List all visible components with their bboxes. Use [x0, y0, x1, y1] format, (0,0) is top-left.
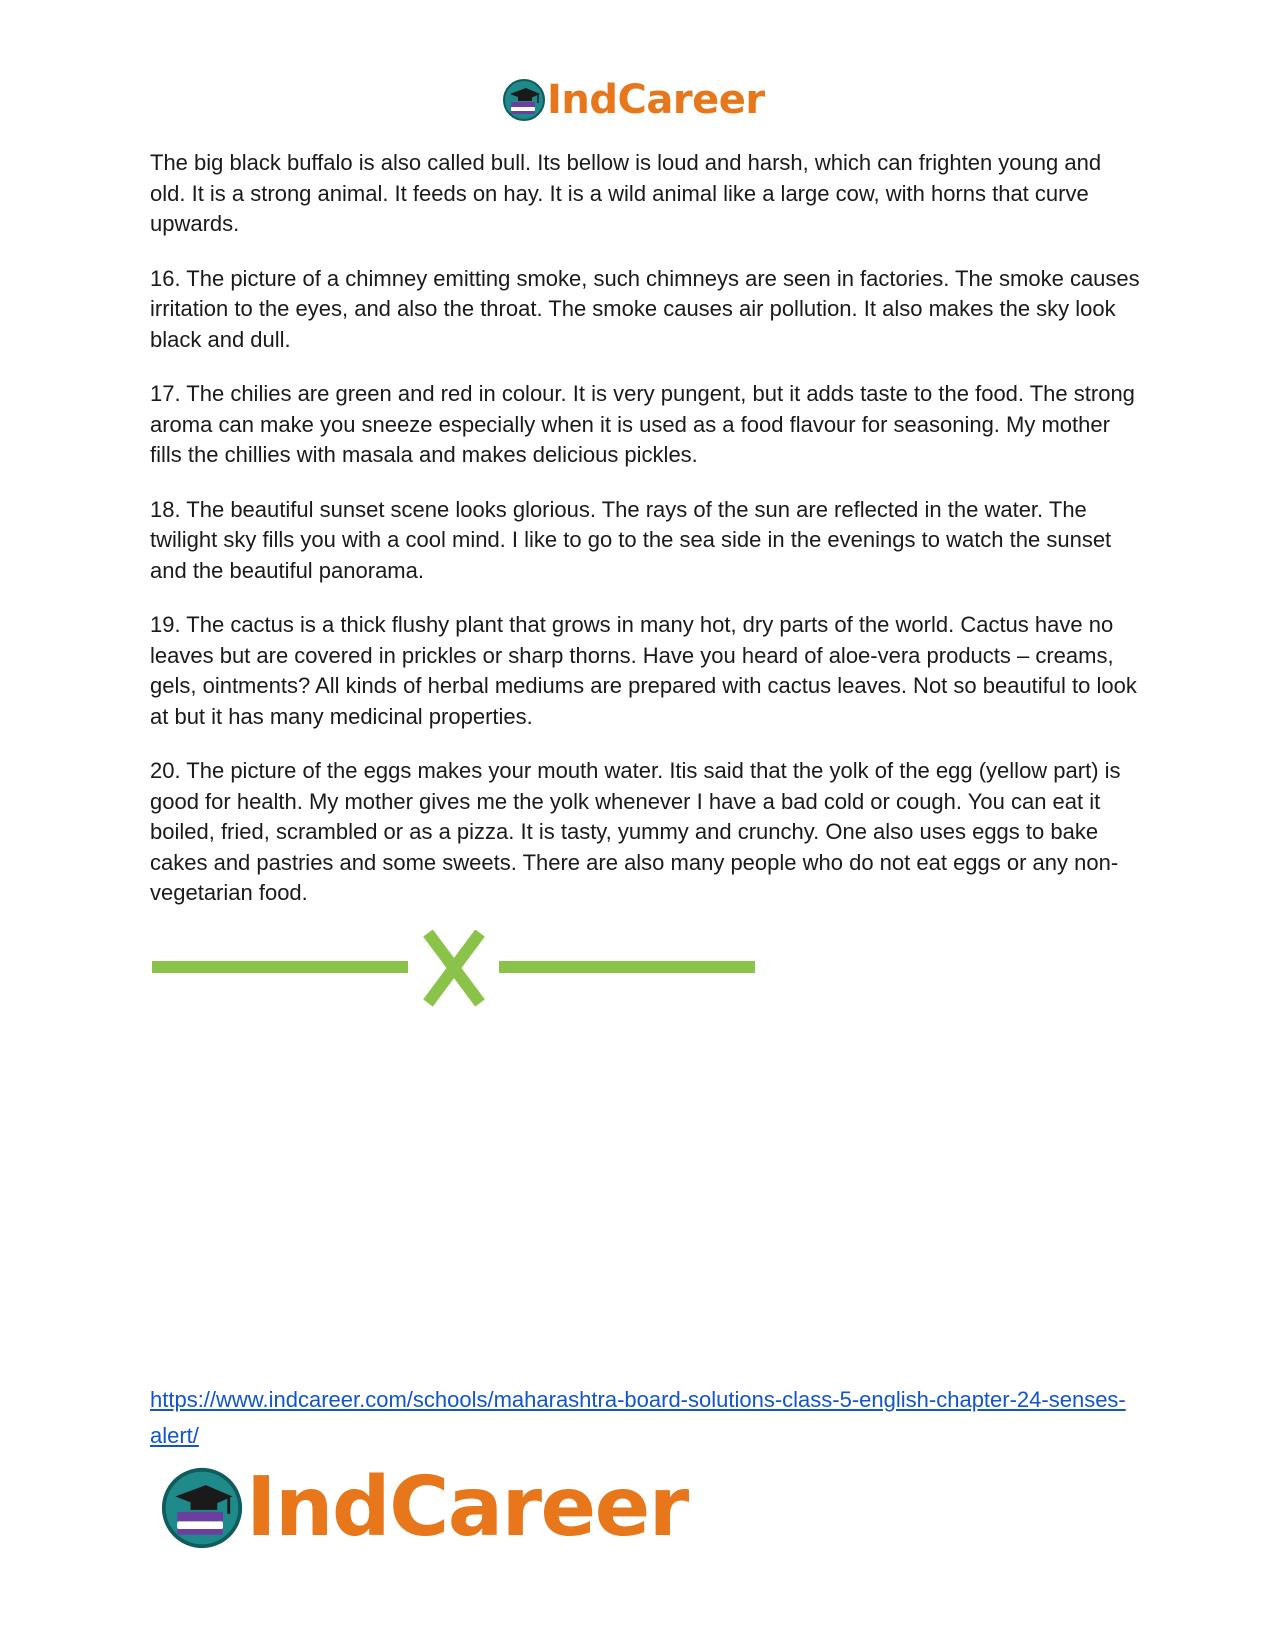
header-logo — [502, 78, 765, 122]
paragraph-16-chimney: 16. The picture of a chimney emitting smoke, such chimneys are seen in factories. The smoke causes irritation to the eyes, and also the throat. The smoke causes air pollution. It also makes the sky look black and dull. — [150, 265, 1140, 352]
paragraph-20-eggs: 20. The picture of the eggs makes your mouth water. Itis said that the yolk of the egg (yellow part) is good for health. My mother gives me the yolk whenever I have a bad cold or cough. You can eat it boiled, fried, scrambled or as a pizza. It is tasty, yummy and crunchy. One also uses eggs to bake cakes and pastries and some sweets. There are also many people who do not eat eggs or any non-vegetarian food. — [150, 758, 1121, 905]
paragraph-19-cactus: 19. The cactus is a thick flushy plant that grows in many hot, dry parts of the world. Cactus have no leaves but are covered in prickles or sharp thorns. Have you heard of aloe-vera products – creams, gels, ointments? All kinds of herbal mediums are prepared with cactus leaves. Not so beautiful to look at but it has many medicinal properties. — [150, 612, 1137, 729]
logo-wordmark: IndCareer — [246, 1460, 688, 1555]
paragraph-17-chilies: 17. The chilies are green and red in colour. It is very pungent, but it adds taste to the food. The strong aroma can make you sneeze especially when it is used as a food flavour for seasoning. My mother fills the chillies with masala and makes delicious pickles. — [150, 381, 1135, 467]
footer-logo — [160, 1460, 688, 1555]
graduation-book-icon — [502, 78, 546, 122]
paragraph-buffalo: The big black buffalo is also called bull. Its bellow is loud and harsh, which can frighten young and old. It is a strong animal. It feeds on hay. It is a wild animal like a large cow, with horns that curve upwards. — [150, 150, 1102, 236]
logo-wordmark: IndCareer — [547, 77, 765, 123]
source-url-link[interactable]: https://www.indcareer.com/schools/maharashtra-board-solutions-class-5-english-chapter-24-senses-alert/ — [150, 1387, 1126, 1448]
section-divider — [150, 930, 760, 1010]
graduation-book-icon — [160, 1466, 244, 1550]
paragraph-18-sunset: 18. The beautiful sunset scene looks glorious. The rays of the sun are reflected in the water. The twilight sky fills you with a cool mind. I like to go to the sea side in the evenings to watch the sunset and the beautiful panorama. — [150, 496, 1112, 583]
document-body — [150, 148, 1140, 933]
x-mark-icon — [428, 933, 480, 1003]
